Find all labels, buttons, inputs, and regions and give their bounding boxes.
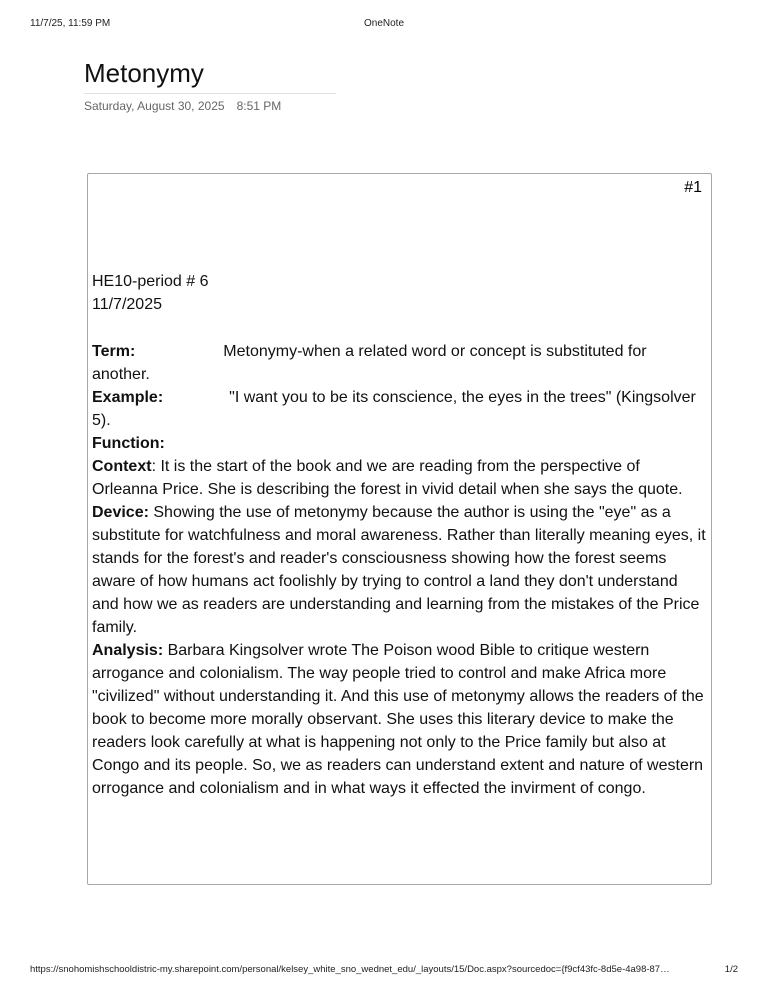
page-time: 8:51 PM [236,99,282,113]
context-text: : It is the start of the book and we are reading from the perspective of Orleanna Price. She is describing the forest in vivid detail when she says the quote. [92,458,683,498]
example-text: "I want you to be its conscience, the eyes in the trees" (Kingsolver 5). [92,389,696,429]
page-date-time [84,99,281,113]
term-label: Term: [92,343,136,360]
device-text: Showing the use of metonymy because the author is using the "eye" as a substitute for watchfulness and moral awareness. Rather than literally meaning eyes, it stands for the forest's and reader's consciousness showing how the forest seems aware of how humans act foolishly by trying to control a land they don't understand and how we as readers are understanding and learning from the mistakes of the Price family. [92,504,706,636]
device-paragraph [92,501,708,639]
analysis-label: Analysis: [92,642,164,659]
page-title: Metonymy [84,58,336,94]
print-page-count: 1/2 [724,964,738,975]
print-datetime: 11/7/25, 11:59 PM [30,18,111,29]
term-paragraph [92,340,708,386]
note-container[interactable] [87,173,712,885]
function-paragraph [92,432,708,455]
print-app-name: OneNote [363,18,405,29]
example-label: Example: [92,389,164,406]
device-label: Device: [92,504,149,521]
function-label: Function: [92,435,165,452]
analysis-paragraph [92,639,708,800]
analysis-text: Barbara Kingsolver wrote The Poison wood Bible to critique western arrogance and colonialism. The way people tried to control and make Africa more "civilized" without understanding it. And this use of metonymy allows the readers of the book to become more morally observant. She uses this literary device to make the readers look carefully at what is happening not only to the Price family but also at Congo and its people. So, we as readers can understand extent and nature of western orrogance and colonialism and in what ways it effected the invirment of congo. [92,642,704,797]
class-line: HE10-period # 6 [92,273,209,290]
note-body[interactable] [92,270,708,800]
print-url: https://snohomishschooldistric-my.sharepoint.com/personal/kelsey_white_sno_wednet_edu/_layouts/15/Doc.aspx?sourcedoc={f9cf43fc-8d5e-4a98-87… [30,964,670,975]
context-label: Context [92,458,152,475]
page-date: Saturday, August 30, 2025 [84,99,225,113]
context-paragraph [92,455,708,501]
term-text: Metonymy-when a related word or concept is substituted for another. [92,343,647,383]
note-number: #1 [684,179,702,196]
date-line: 11/7/2025 [92,296,162,313]
example-paragraph [92,386,708,432]
